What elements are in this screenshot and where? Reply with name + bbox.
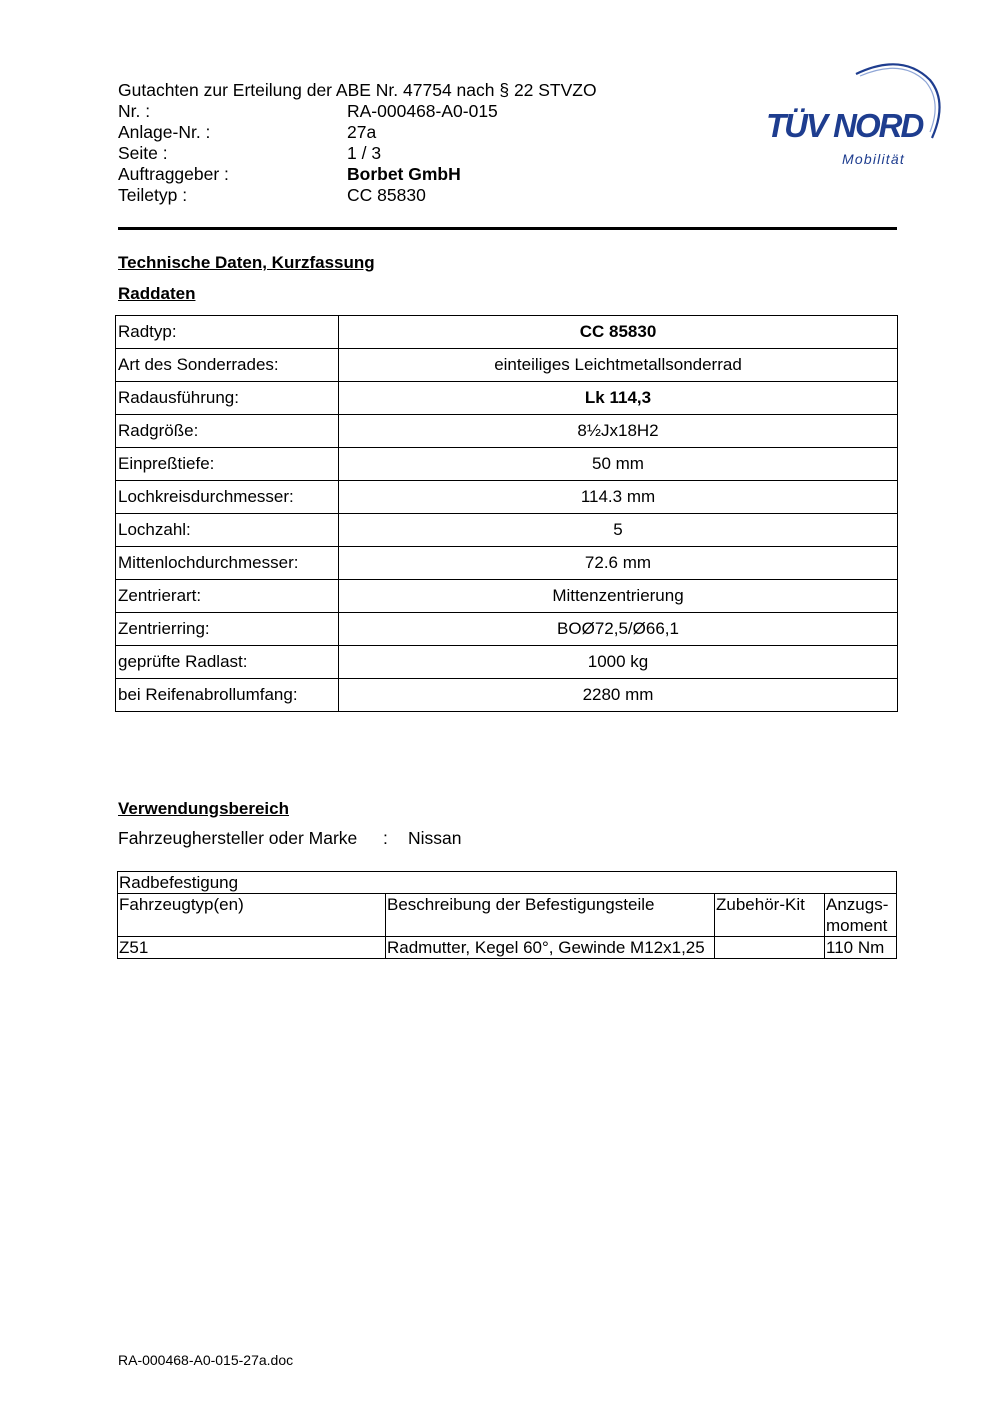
cell-fahrzeugtyp: Z51: [118, 937, 386, 959]
row-label: Lochkreisdurchmesser:: [116, 481, 339, 514]
column-header: Zubehör-Kit: [715, 894, 825, 937]
header-label: Teiletyp :: [118, 185, 188, 205]
table-row: [116, 382, 898, 415]
raddaten-heading: Raddaten: [118, 284, 196, 303]
row-label: Radausführung:: [116, 382, 339, 415]
table-row: [116, 547, 898, 580]
header-value: Borbet GmbH: [347, 164, 461, 184]
column-header: Fahrzeugtyp(en): [118, 894, 386, 937]
cell-beschreibung: Radmutter, Kegel 60°, Gewinde M12x1,25: [386, 937, 715, 959]
header-value: 27a: [347, 122, 377, 142]
header-value: RA-000468-A0-015: [347, 101, 498, 121]
row-value: 114.3 mm: [339, 481, 898, 514]
row-label: Zentrierart:: [116, 580, 339, 613]
row-value: CC 85830: [339, 316, 898, 349]
row-value: einteiliges Leichtmetallsonderrad: [339, 349, 898, 382]
column-header: Anzugs-moment: [825, 894, 897, 937]
table-row: [116, 349, 898, 382]
header-label: Seite :: [118, 143, 168, 163]
header-label: Anlage-Nr. :: [118, 122, 211, 142]
row-value: BOØ72,5/Ø66,1: [339, 613, 898, 646]
table-row: [116, 514, 898, 547]
row-label: Einpreßtiefe:: [116, 448, 339, 481]
table-row: [116, 613, 898, 646]
row-value: 50 mm: [339, 448, 898, 481]
logo-wordmark: TÜV NORD: [766, 107, 923, 144]
row-value: 72.6 mm: [339, 547, 898, 580]
manufacturer-value: Nissan: [408, 828, 462, 848]
manufacturer-line: [118, 828, 462, 849]
table-row: [116, 679, 898, 712]
row-label: Radtyp:: [116, 316, 339, 349]
table-row: [116, 448, 898, 481]
table-row: [116, 580, 898, 613]
row-value: Lk 114,3: [339, 382, 898, 415]
raddaten-table: [115, 315, 898, 712]
tuv-nord-logo: [762, 58, 944, 170]
befestigung-table: [117, 871, 897, 959]
cell-zubehoer-kit: [715, 937, 825, 959]
row-value: 1000 kg: [339, 646, 898, 679]
row-label: Lochzahl:: [116, 514, 339, 547]
table-row: [116, 415, 898, 448]
row-label: Radgröße:: [116, 415, 339, 448]
table-row: [116, 646, 898, 679]
cell-anzugsmoment: 110 Nm: [825, 937, 897, 959]
header-label: Auftraggeber :: [118, 164, 229, 184]
footer-filename: RA-000468-A0-015-27a.doc: [118, 1352, 294, 1368]
table-title-row: [118, 872, 897, 894]
row-value: 2280 mm: [339, 679, 898, 712]
row-label: Mittenlochdurchmesser:: [116, 547, 339, 580]
table-row: [116, 316, 898, 349]
table-row: [118, 937, 897, 959]
row-label: geprüfte Radlast:: [116, 646, 339, 679]
report-title: Gutachten zur Erteilung der ABE Nr. 47754 nach § 22 STVZO: [118, 80, 597, 100]
manufacturer-colon: :: [383, 828, 388, 848]
header-value: CC 85830: [347, 185, 426, 205]
row-value: Mittenzentrierung: [339, 580, 898, 613]
row-label: Art des Sonderrades:: [116, 349, 339, 382]
logo-subtitle: Mobilität: [842, 151, 905, 167]
table-header-row: [118, 894, 897, 937]
row-label: bei Reifenabrollumfang:: [116, 679, 339, 712]
row-label: Zentrierring:: [116, 613, 339, 646]
tech-data-heading: Technische Daten, Kurzfassung: [118, 253, 375, 272]
usage-heading: Verwendungsbereich: [118, 799, 289, 818]
table-row: [116, 481, 898, 514]
header-value: 1 / 3: [347, 143, 382, 163]
manufacturer-label: Fahrzeughersteller oder Marke: [118, 828, 358, 848]
row-value: 8½Jx18H2: [339, 415, 898, 448]
header-divider: [118, 227, 897, 230]
table-title: Radbefestigung: [118, 872, 897, 894]
row-value: 5: [339, 514, 898, 547]
column-header: Beschreibung der Befestigungsteile: [386, 894, 715, 937]
header-label: Nr. :: [118, 101, 151, 121]
